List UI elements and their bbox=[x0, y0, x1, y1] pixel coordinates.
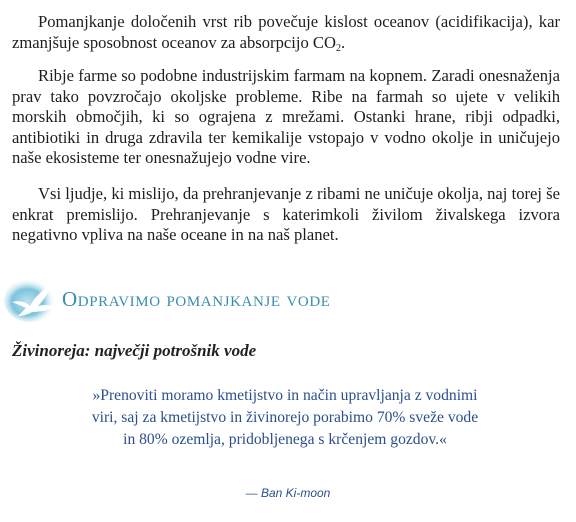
dove-icon bbox=[4, 272, 64, 322]
paragraph-acidification-text: Pomanjkanje določenih vrst rib povečuje kislost oceanov (acidifikacija), kar zmanjšuje sposobnost oceanov za absorpcijo CO bbox=[12, 12, 560, 52]
paragraph-conclusion: Vsi ljudje, ki mislijo, da prehranjevanje z ribami ne uničuje okolja, naj torej še enkrat premislijo. Prehranjevanje s katerimkoli živilom živalskega izvora negativno vpliva na naše oceane in na naš planet. bbox=[12, 184, 560, 244]
paragraph-acidification-end: . bbox=[340, 32, 346, 52]
paragraph-acidification bbox=[12, 12, 560, 53]
section-heading bbox=[4, 270, 564, 326]
quote-attribution: — Ban Ki-moon bbox=[245, 486, 331, 500]
section-title: Odpravimo pomanjkanje vode bbox=[62, 287, 331, 311]
subheading-livestock: Živinoreja: največji potrošnik vode bbox=[12, 341, 257, 360]
paragraph-fish-farms: Ribje farme so podobne industrijskim farmam na kopnem. Zaradi onesnaženja prav tako povzročajo okoljske probleme. Ribe na farmah so ujete v velikih morskih območjih, ki so ograjena z mrežami. Ostanki hrane, ribji odpadki, antibiotiki in druga zdravila ter kemikalije vstopajo v vodno okolje in uničujejo naše ekosisteme ter onesnažujejo vodne vire. bbox=[12, 66, 560, 167]
quote-text: »Prenoviti moramo kmetijstvo in način upravljanja z vodnimi viri, saj za kmetijstvo in živinorejo porabimo 70% sveže vode in 80% ozemlja, pridobljenega s krčenjem gozdov.« bbox=[91, 387, 479, 448]
co2-subscript: 2 bbox=[335, 42, 341, 54]
